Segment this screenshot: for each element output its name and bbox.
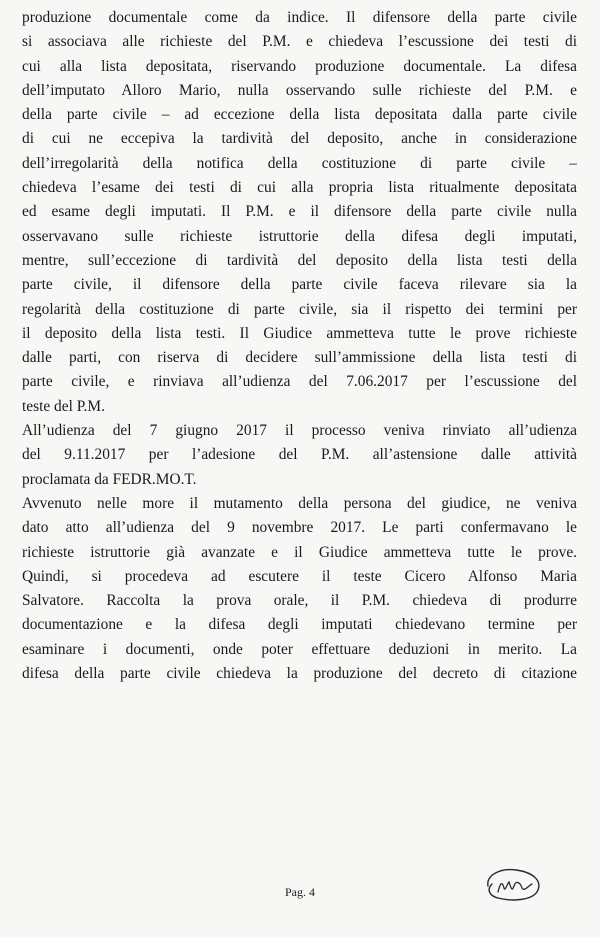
- text-line: difesa della parte civile chiedeva la produzione del decreto di citazione: [22, 665, 577, 683]
- text-line: dato atto all’udienza del 9 novembre 2017. Le parti confermavano le: [22, 519, 577, 537]
- text-line: All’udienza del 7 giugno 2017 il processo veniva rinviato all’udienza: [22, 422, 577, 440]
- text-line: della parte civile – ad eccezione della lista depositata dalla parte civile: [22, 106, 577, 124]
- text-line: dalle parti, con riserva di decidere sull’ammissione della lista testi di: [22, 349, 577, 367]
- text-line: produzione documentale come da indice. Il difensore della parte civile: [22, 9, 577, 26]
- text-line: Avvenuto nelle more il mutamento della persona del giudice, ne veniva: [22, 494, 577, 512]
- text-line: ed esame degli imputati. Il P.M. e il difensore della parte civile nulla: [22, 203, 577, 221]
- document-body: [22, 6, 577, 686]
- text-line: documentazione e la difesa degli imputati chiedevano termine per: [22, 616, 577, 634]
- text-line: del 9.11.2017 per l’adesione del P.M. all’astensione dalle attività: [22, 446, 577, 464]
- text-line: parte civile, il difensore della parte civile faceva rilevare sia la: [22, 276, 577, 294]
- handwritten-initials-icon: [480, 862, 550, 906]
- text-line: regolarità della costituzione di parte civile, sia il rispetto dei termini per: [22, 300, 577, 318]
- text-line: chiedeva l’esame dei testi di cui alla propria lista ritualmente depositata: [22, 179, 577, 197]
- text-line: cui alla lista depositata, riservando produzione documentale. La difesa: [22, 57, 577, 75]
- text-line: si associava alle richieste del P.M. e chiedeva l’escussione dei testi di: [22, 33, 577, 51]
- text-line: mentre, sull’eccezione di tardività del deposito della lista testi della: [22, 251, 577, 269]
- text-line: teste del P.M.: [22, 397, 105, 415]
- text-line: Salvatore. Raccolta la prova orale, il P.M. chiedeva di produrre: [22, 592, 577, 610]
- text-line: dell’imputato Alloro Mario, nulla osservando sulle richieste del P.M. e: [22, 81, 577, 99]
- text-line: proclamata da FEDR.MO.T.: [22, 470, 197, 488]
- text-line: di cui ne eccepiva la tardività del deposito, anche in considerazione: [22, 130, 577, 148]
- text-line: parte civile, e rinviava all’udienza del 7.06.2017 per l’escussione del: [22, 373, 577, 391]
- text-line: dell’irregolarità della notifica della costituzione di parte civile –: [22, 154, 577, 172]
- text-line: Quindi, si procedeva ad escutere il teste Cicero Alfonso Maria: [22, 567, 577, 585]
- text-line: osservavano sulle richieste istruttorie della difesa degli imputati,: [22, 227, 577, 245]
- text-line: richieste istruttorie già avanzate e il Giudice ammetteva tutte le prove.: [22, 543, 577, 561]
- page-number: Pag. 4: [285, 885, 315, 899]
- text-line: il deposito della lista testi. Il Giudice ammetteva tutte le prove richieste: [22, 324, 577, 342]
- text-line: esaminare i documenti, onde poter effettuare deduzioni in merito. La: [22, 640, 577, 658]
